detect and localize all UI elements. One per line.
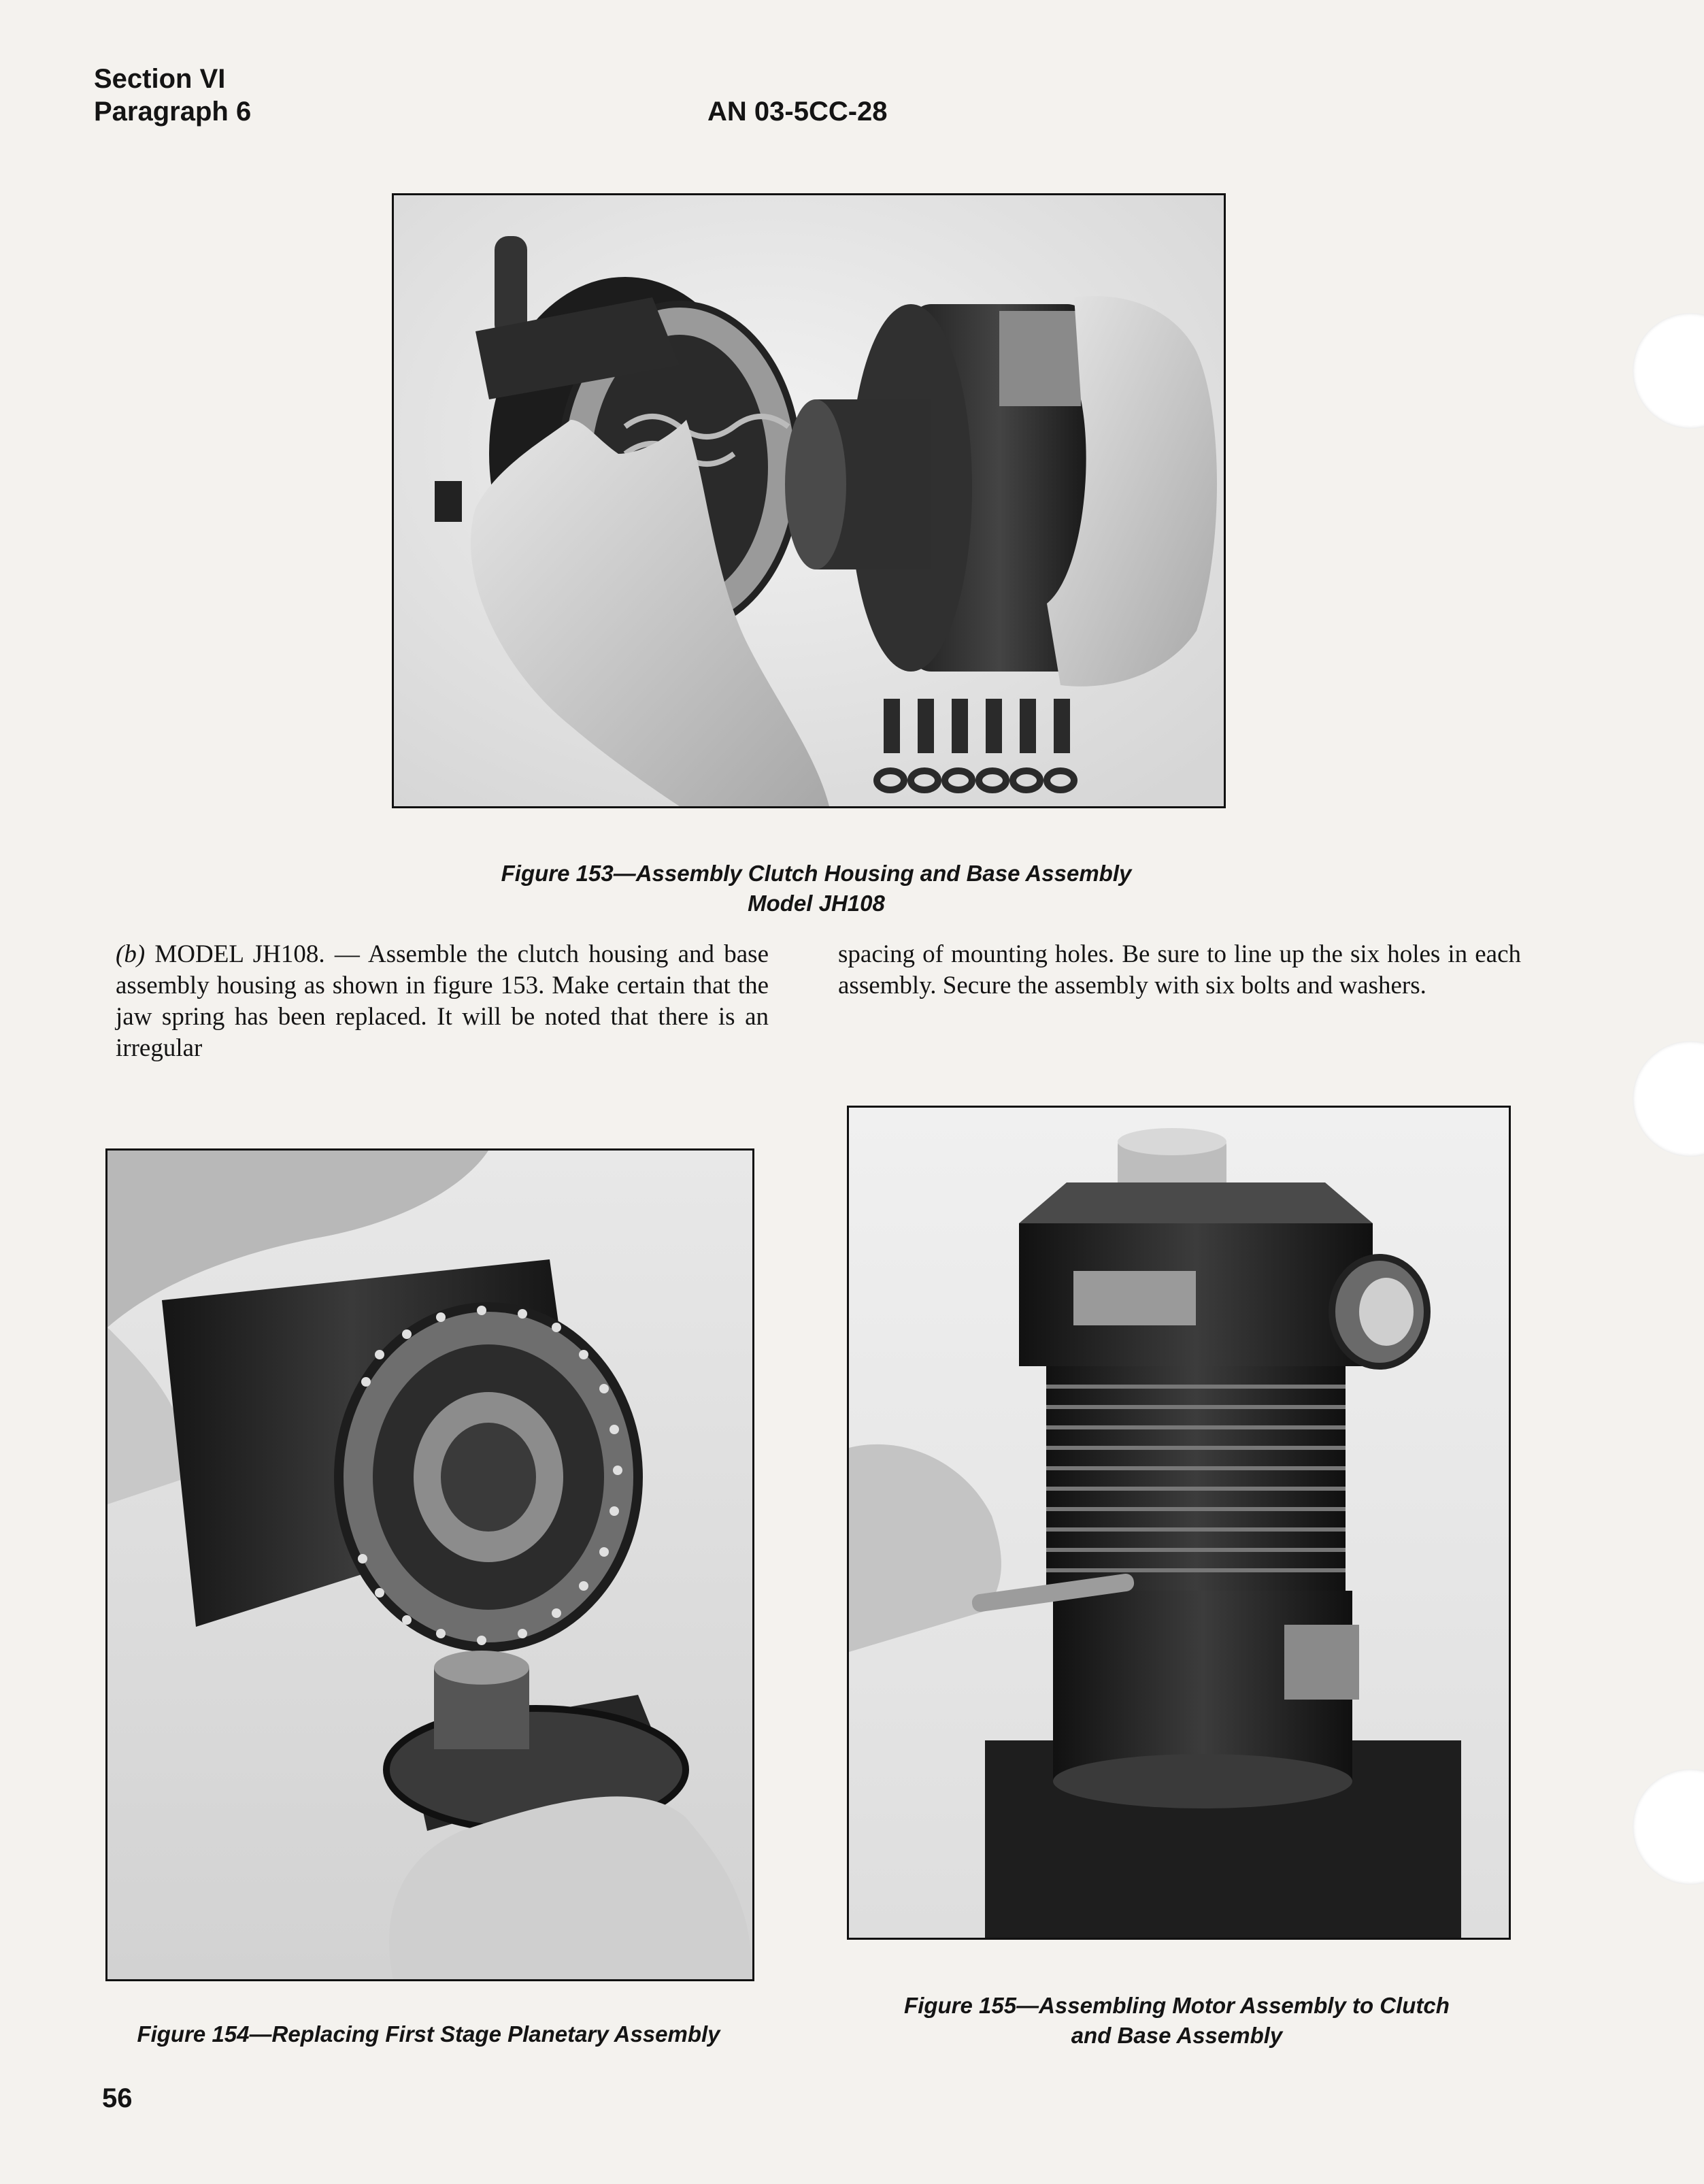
figure-153-caption-line-1: Figure 153—Assembly Clutch Housing and Base Assembly <box>501 861 1132 886</box>
body-text-column-2: spacing of mounting holes. Be sure to line up the six holes in each assembly. Secure the assembly with six bolts and washers. <box>838 940 1521 999</box>
document-number: AN 03-5CC-28 <box>707 97 888 127</box>
model-jh108-paragraph: MODEL JH108. — Assemble the clutch housing and base assembly housing as shown in figure 153. Make certain that the jaw spring has been replaced. It will be noted that there is an irregular <box>116 940 769 1062</box>
binder-hole-top <box>1633 313 1704 429</box>
paragraph-label: Paragraph 6 <box>94 97 252 127</box>
figure-155-photo <box>847 1106 1511 1940</box>
binder-hole-bottom <box>1633 1769 1704 1885</box>
figure-153-caption-line-2: Model JH108 <box>748 891 885 916</box>
body-text-column-1 <box>116 939 769 1064</box>
figure-154-photo <box>105 1148 754 1981</box>
figure-155-caption-line-2: and Base Assembly <box>1071 2023 1283 2048</box>
figure-155-caption-line-1: Figure 155—Assembling Motor Assembly to Clutch <box>904 1993 1450 2018</box>
figure-154-caption: Figure 154—Replacing First Stage Planetary Assembly <box>137 2021 720 2047</box>
item-marker: (b) <box>116 940 146 968</box>
figure-153-photo <box>392 193 1226 808</box>
section-label: Section VI <box>94 64 226 94</box>
binder-hole-middle <box>1633 1041 1704 1157</box>
page-number: 56 <box>102 2083 133 2113</box>
